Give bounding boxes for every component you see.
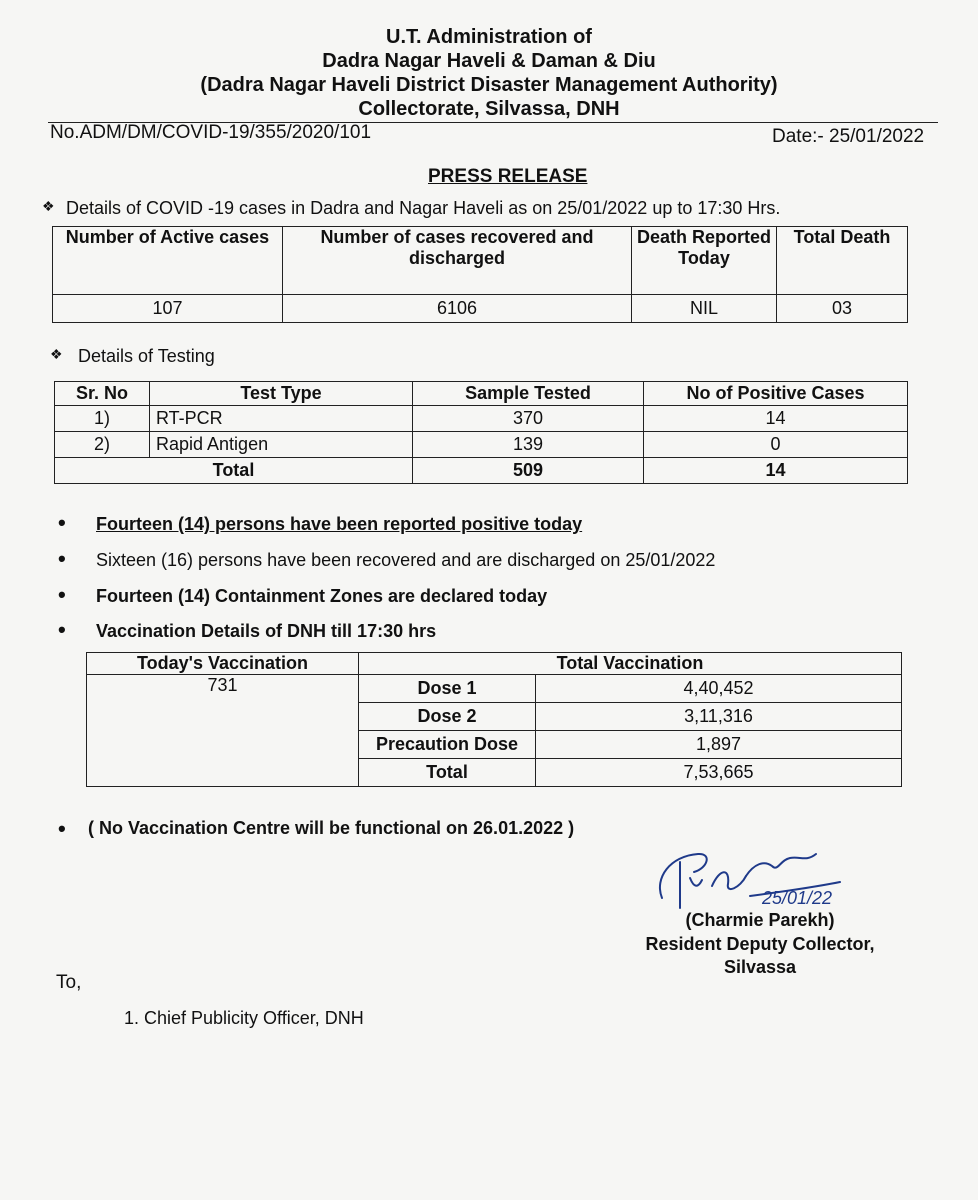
reference-number: No.ADM/DM/COVID-19/355/2020/101 [50, 122, 372, 143]
section-cases-heading: Details of COVID -19 cases in Dadra and Nagar Haveli as on 25/01/2022 up to 17:30 Hrs. [66, 198, 781, 218]
diamond-bullet-icon: ❖ [50, 346, 63, 362]
cell-today-vaccination: 731 [87, 675, 359, 759]
cell-test-type: Rapid Antigen [150, 432, 413, 458]
bullet-icon: • [58, 510, 66, 535]
signatory-title: Resident Deputy Collector, [645, 934, 875, 954]
document-date: Date:- 25/01/2022 [772, 126, 925, 147]
section-testing-heading: Details of Testing [78, 346, 215, 366]
cell-dose-label: Dose 1 [359, 675, 536, 703]
th-death-today: Death Reported Today [632, 227, 777, 295]
bullet-icon: • [58, 546, 66, 571]
th-total-death: Total Death [777, 227, 908, 295]
bullet-icon: • [58, 816, 66, 841]
cell-recovered: 6106 [283, 295, 632, 323]
signatory-place: Silvassa [723, 957, 797, 977]
cell-sample: 139 [413, 432, 644, 458]
cell-positive: 14 [644, 406, 908, 432]
cell-total-death: 03 [777, 295, 908, 323]
th-active-cases: Number of Active cases [53, 227, 283, 295]
cell-total-sample: 509 [413, 458, 644, 484]
header-line-3: (Dadra Nagar Haveli District Disaster Management Authority) [200, 74, 778, 96]
cell-sample: 370 [413, 406, 644, 432]
cell-dose-label: Precaution Dose [359, 731, 536, 759]
cell-total-positive: 14 [644, 458, 908, 484]
bullet-no-vaccination: ( No Vaccination Centre will be functional on 26.01.2022 ) [88, 818, 575, 838]
cell-dose-label: Total [359, 759, 536, 787]
testing-table [54, 381, 908, 484]
th-sample-tested: Sample Tested [413, 382, 644, 406]
header-line-1: U.T. Administration of [386, 26, 592, 48]
th-recovered: Number of cases recovered and discharged [283, 227, 632, 295]
vaccination-table [86, 652, 902, 787]
cell-positive: 0 [644, 432, 908, 458]
table-total-row [87, 759, 902, 787]
table-row [55, 432, 908, 458]
header-line-4: Collectorate, Silvassa, DNH [358, 98, 620, 120]
press-release-title: PRESS RELEASE [428, 166, 588, 187]
table-total-row [55, 458, 908, 484]
recipient: 1. Chief Publicity Officer, DNH [124, 1008, 364, 1028]
cell-active-cases: 107 [53, 295, 283, 323]
bullet-icon: • [58, 582, 66, 607]
cell-total-label: Total [55, 458, 413, 484]
th-todays-vaccination: Today's Vaccination [87, 653, 359, 675]
th-total-vaccination: Total Vaccination [359, 653, 902, 675]
to-label: To, [56, 972, 82, 993]
cell-sr: 1) [55, 406, 150, 432]
bullet-recovered: Sixteen (16) persons have been recovered and are discharged on 25/01/2022 [96, 550, 716, 570]
cell-dose-value: 4,40,452 [536, 675, 902, 703]
bullet-icon: • [58, 617, 66, 642]
bullet-positive-today: Fourteen (14) persons have been reported positive today [96, 514, 583, 534]
header-line-2: Dadra Nagar Haveli & Daman & Diu [322, 50, 656, 72]
cell-dose-value: 7,53,665 [536, 759, 902, 787]
table-row [55, 406, 908, 432]
cell-dose-value: 1,897 [536, 731, 902, 759]
signatory-name: (Charmie Parekh) [685, 910, 835, 930]
cell-death-today: NIL [632, 295, 777, 323]
bullet-containment: Fourteen (14) Containment Zones are declared today [96, 586, 548, 606]
cases-table [52, 226, 908, 323]
cell-sr: 2) [55, 432, 150, 458]
th-positive-cases: No of Positive Cases [644, 382, 908, 406]
th-sr-no: Sr. No [55, 382, 150, 406]
th-test-type: Test Type [150, 382, 413, 406]
table-row [87, 675, 902, 703]
cell-test-type: RT-PCR [150, 406, 413, 432]
bullet-vaccination-heading: Vaccination Details of DNH till 17:30 hrs [96, 621, 437, 641]
cell-dose-label: Dose 2 [359, 703, 536, 731]
svg-text:25/01/22: 25/01/22 [762, 888, 833, 908]
diamond-bullet-icon: ❖ [42, 198, 55, 214]
cell-dose-value: 3,11,316 [536, 703, 902, 731]
cell-empty [87, 759, 359, 787]
